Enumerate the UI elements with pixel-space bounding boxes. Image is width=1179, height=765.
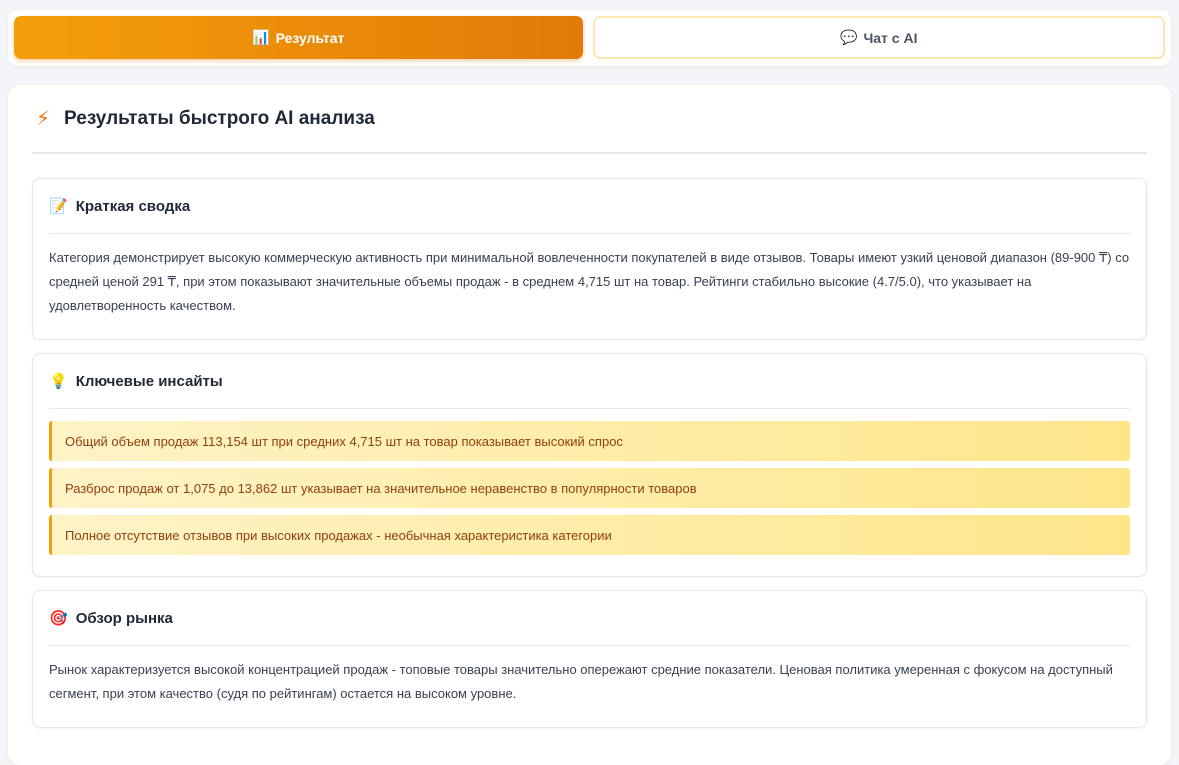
market-text: Рынок характеризуется высокой концентрацией продаж - топовые товары значительно опережают средние показатели. Ценовая политика умеренная с фокусом на доступный сегмент, при этом качество (судя по рейтингам) остается на высоком уровне. (49, 662, 1113, 701)
page-title: Результаты быстрого AI анализа (64, 107, 375, 129)
market-card (32, 590, 1147, 728)
tab-chat-label: Чат с AI (863, 29, 918, 46)
insights-header (49, 354, 1130, 409)
summary-header (49, 179, 1130, 234)
lightning-icon: ⚡ (36, 108, 51, 130)
bar-chart-icon: 📊 (252, 29, 270, 45)
insight-item: Полное отсутствие отзывов при высоких продажах - необычная характеристика категории (49, 515, 1130, 555)
memo-icon: 📝 (49, 198, 68, 215)
summary-text: Категория демонстрирует высокую коммерческую активность при минимальной вовлеченности покупателей в виде отзывов. Товары имеют узкий ценовой диапазон (89-900 ₸) со средней ценой 291 ₸, при этом показывают значительные объемы продаж - в среднем 4,715 шт на товар. Рейтинги стабильно высокие (4.7/5.0), что указывает на удовлетворенность качеством. (49, 250, 1130, 313)
insights-card (32, 353, 1147, 577)
insights-title: Ключевые инсайты (75, 372, 223, 390)
target-icon: 🎯 (49, 610, 68, 627)
market-header (49, 591, 1130, 646)
market-title: Обзор рынка (75, 609, 173, 627)
panel-header (32, 85, 1147, 154)
tab-bar (8, 10, 1171, 66)
speech-bubble-icon: 💬 (840, 29, 858, 45)
tab-result[interactable] (14, 16, 583, 59)
light-bulb-icon: 💡 (49, 373, 68, 390)
results-panel (8, 85, 1171, 765)
summary-card (32, 178, 1147, 340)
tab-result-label: Результат (275, 29, 345, 46)
insight-item: Общий объем продаж 113,154 шт при средних 4,715 шт на товар показывает высокий спрос (49, 421, 1130, 461)
insight-item: Разброс продаж от 1,075 до 13,862 шт указывает на значительное неравенство в популярности товаров (49, 468, 1130, 508)
summary-title: Краткая сводка (75, 197, 191, 215)
tab-chat[interactable] (593, 16, 1166, 59)
